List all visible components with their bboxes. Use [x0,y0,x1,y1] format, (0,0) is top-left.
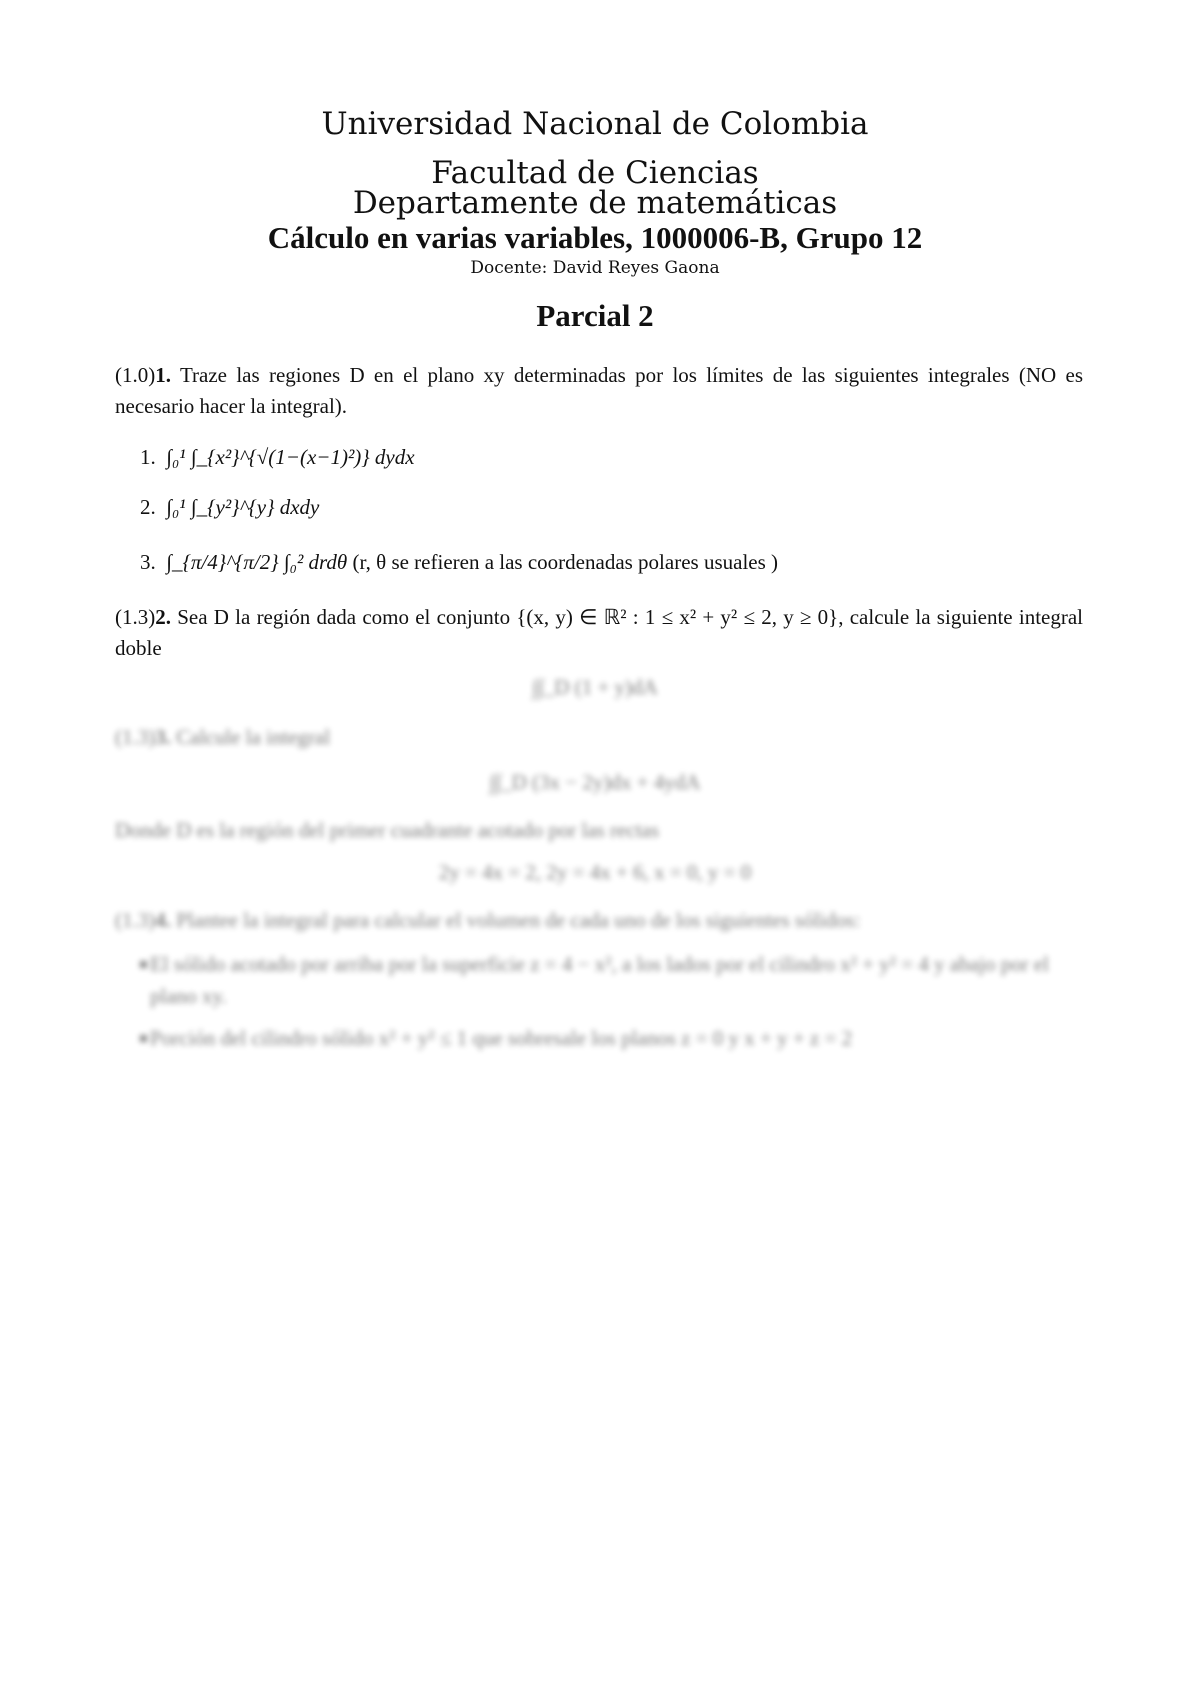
problem-1-item-3 [140,550,778,575]
exam-title: Parcial 2 [536,298,654,333]
course-name: Cálculo en varias variables, 1000006-B, Grupo 12 [267,220,923,255]
item-note: (r, θ se refieren a las coordenadas polares usuales ) [352,550,779,574]
problem-4 [115,905,1083,936]
problem-points: (1.3) [115,908,156,932]
item-formula: ∫₀¹ ∫_{y²}^{y} dxdy [166,495,320,519]
problem-points: (1.0) [115,363,156,387]
problem-1-item-2 [140,495,319,520]
problem-text: Traze las regiones D en el plano xy determinadas por los límites de las siguientes integrales (NO es necesario hacer la integral). [115,363,1084,418]
item-number: 1. [140,445,156,469]
problem-3-formula: ∫∫_D (3x − 2y)dx + 4ydA [489,770,701,794]
university-name: Universidad Nacional de Colombia [321,106,869,142]
problem-text: Calcule la integral [176,725,331,749]
problem-points: (1.3) [115,605,156,629]
problem-1 [115,360,1083,422]
problem-text: Sea D la región dada como el conjunto {(x, y) ∈ ℝ² : 1 ≤ x² + y² ≤ 2, y ≥ 0}, calcule la siguiente integral doble [115,605,1083,660]
problem-3 [115,722,1083,753]
item-formula: ∫_{π/4}^{π/2} ∫₀² drdθ [166,550,348,574]
problem-3-after: Donde D es la región del primer cuadrante acotado por las rectas [115,818,660,842]
problem-4-bullet: El sólido acotado por arriba por la superficie z = 4 − x², a los lados por el cilindro x² + y² = 4 y abajo por el plano xy. [150,948,1080,1012]
item-formula: ∫₀¹ ∫_{x²}^{√(1−(x−1)²)} dydx [166,445,415,469]
item-number: 2. [140,495,156,519]
problem-1-item-1 [140,445,415,470]
problem-number: 1. [155,363,171,387]
faculty-name: Facultad de Ciencias [431,155,759,191]
department-name: Departamente de matemáticas [352,185,838,221]
problem-2 [115,602,1083,664]
problem-text: Plantee la integral para calcular el volumen de cada uno de los siguientes sólidos: [176,908,861,932]
problem-3-conditions: 2y = 4x = 2, 2y = 4x + 6, x = 0, y = 0 [438,860,752,884]
problem-number: 4. [155,908,171,932]
problem-2-formula: ∫∫_D (1 + y)dA [532,675,658,699]
item-number: 3. [140,550,156,574]
problem-4-bullet: Porción del cilindro sólido x² + y² ≤ 1 que sobresale los planos z = 0 y x + y + z = 2 [150,1022,1080,1054]
problem-number: 3. [155,725,171,749]
problem-points: (1.3) [115,725,156,749]
teacher-name: Docente: David Reyes Gaona [470,258,720,278]
problem-number: 2. [155,605,171,629]
